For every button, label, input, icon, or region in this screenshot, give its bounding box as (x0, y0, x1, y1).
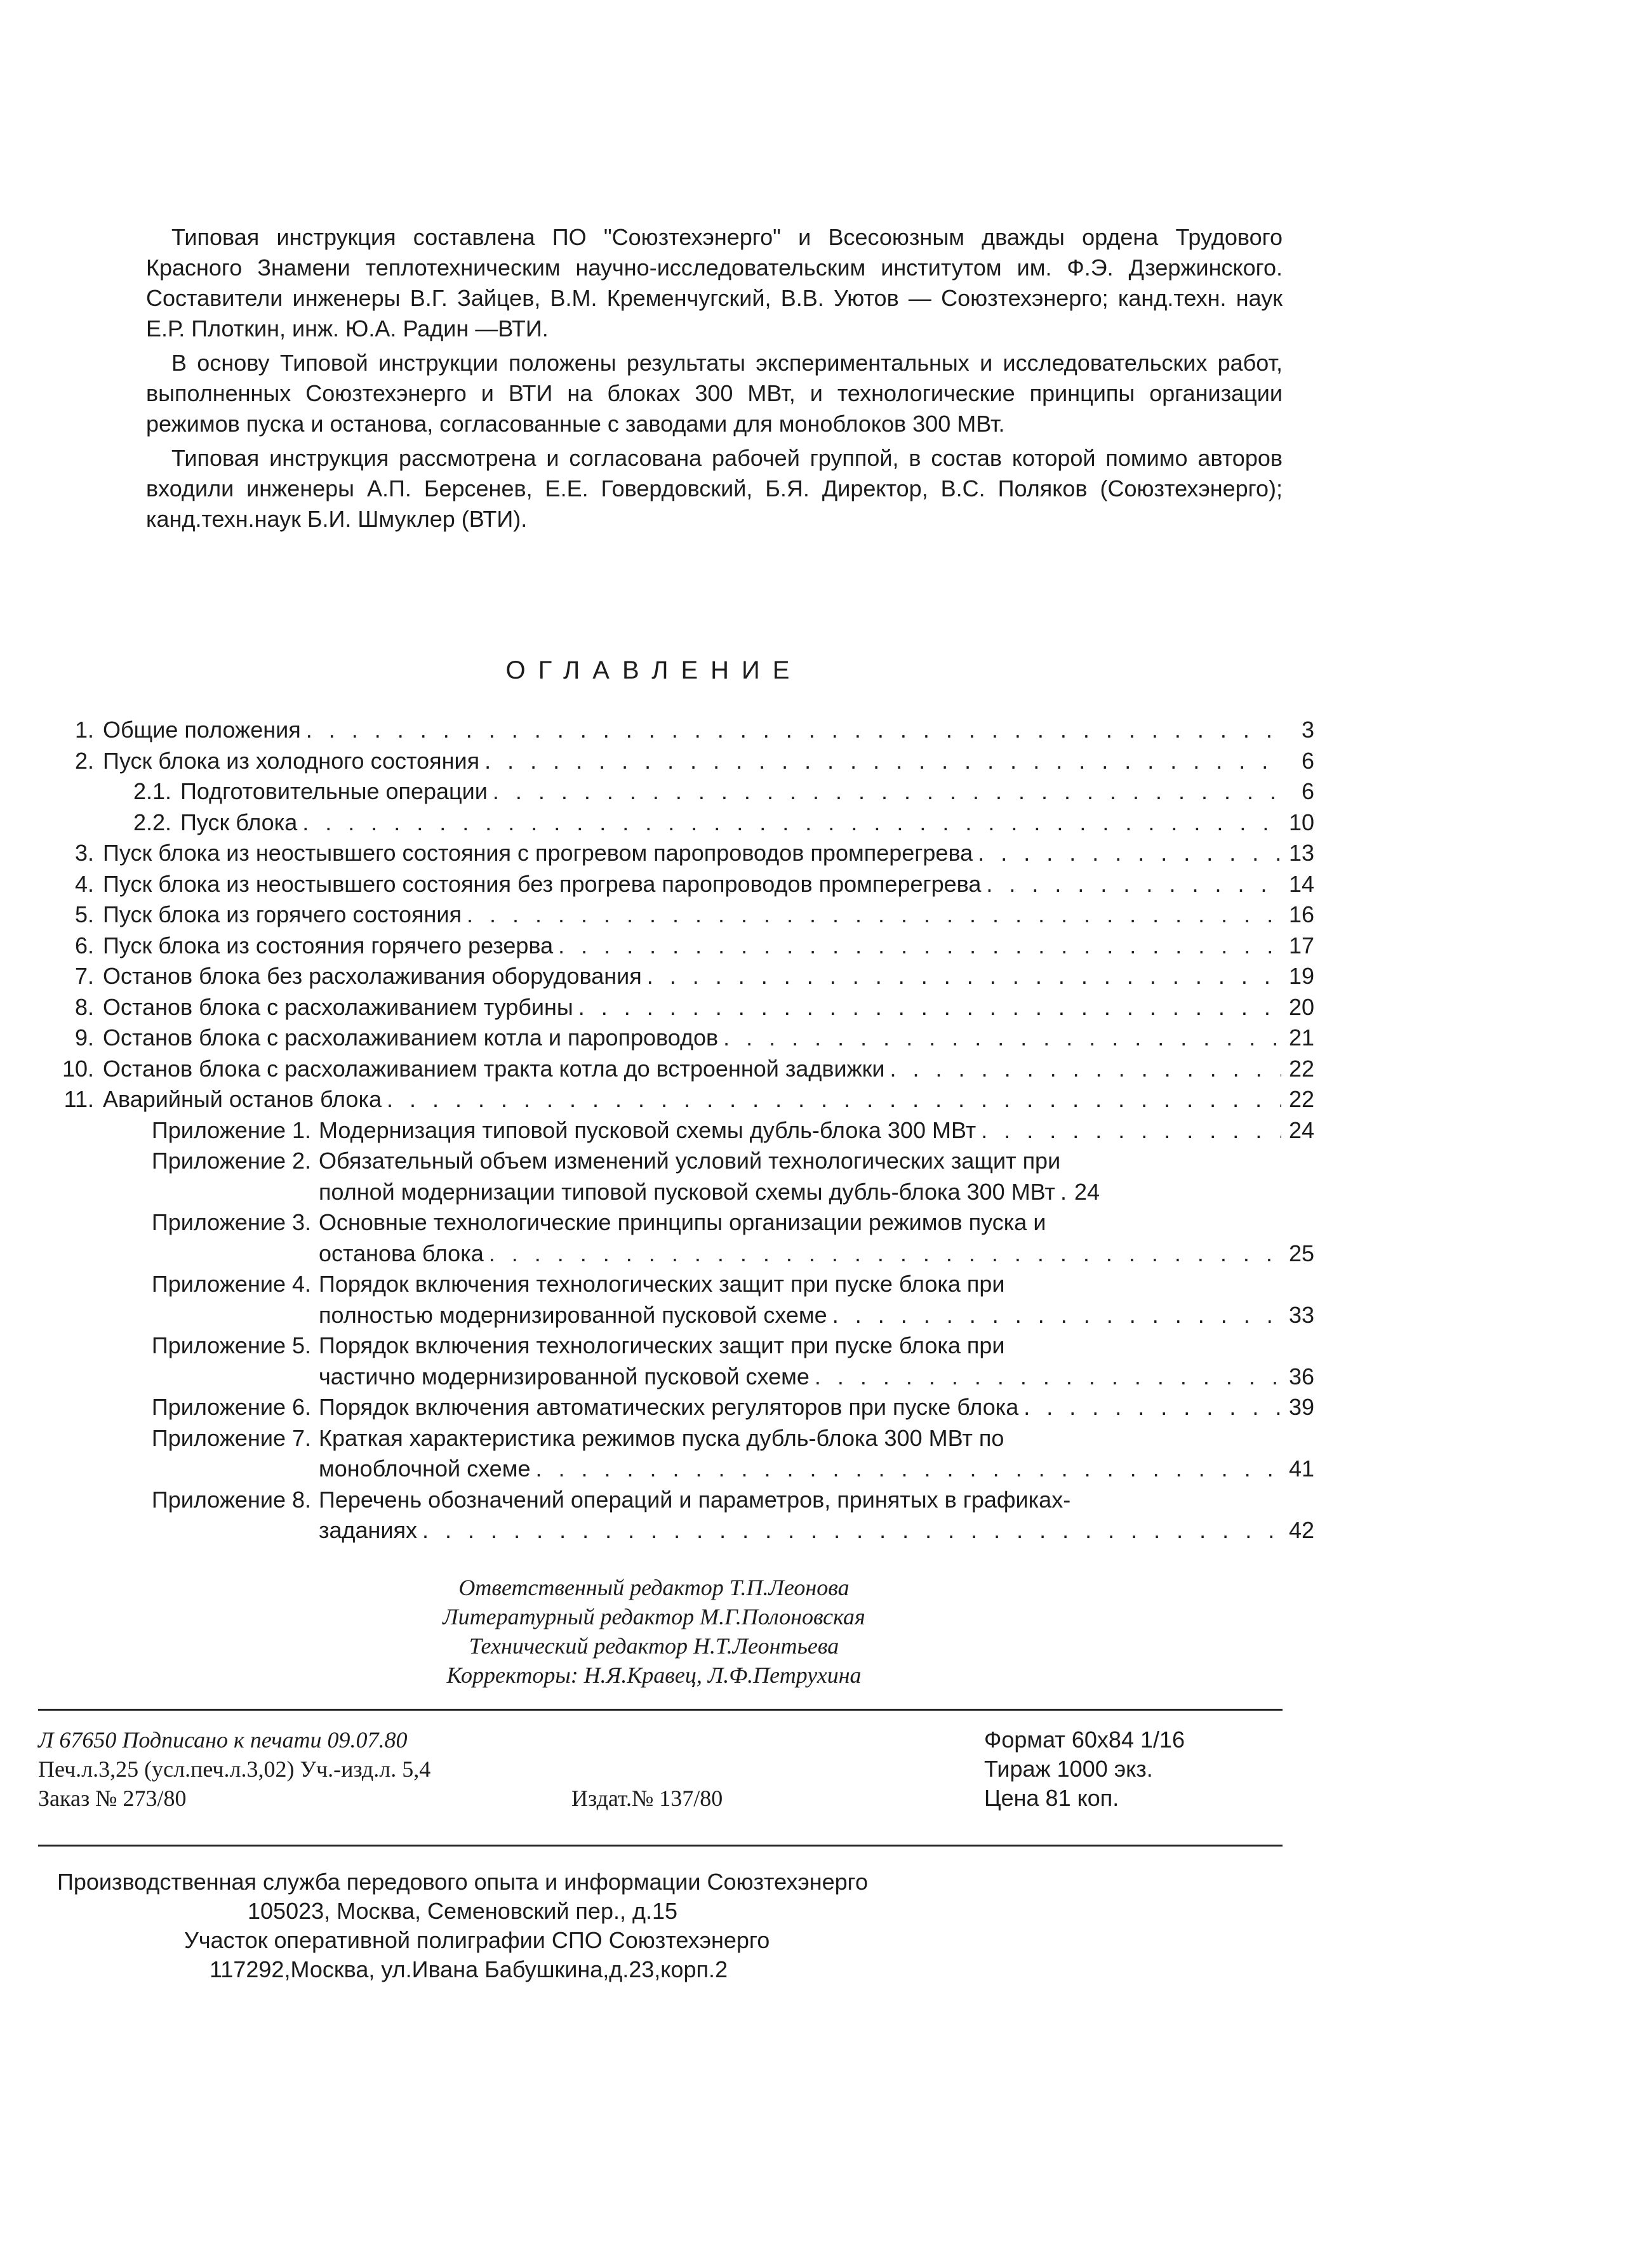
imprint-right (984, 1725, 1185, 1813)
toc-item[interactable] (38, 869, 1314, 900)
dot-leader (815, 1362, 1281, 1393)
appendix-title-continued: моноблочной схеме (319, 1456, 531, 1482)
toc-title: ОГЛАВЛЕНИЕ (505, 656, 803, 684)
dot-leader (890, 1054, 1281, 1085)
toc-item-number: 6. (74, 932, 94, 958)
dot-leader (302, 807, 1281, 839)
toc-item-title: Пуск блока из холодного состояния (103, 747, 480, 774)
appendix-item-continuation[interactable] (38, 1362, 1314, 1393)
appendix-title-continued: заданиях (319, 1517, 418, 1543)
toc-item-number: 5. (74, 901, 94, 927)
technical-editor: Технический редактор Н.Т.Леонтьева (469, 1633, 839, 1659)
appendix-title: Модернизация типовой пусковой схемы дубль-блока 300 МВт (319, 1117, 976, 1143)
appendix-page: 36 (1288, 1363, 1314, 1389)
toc-item-title: Останов блока без расхолаживания оборудования (103, 963, 642, 989)
dot-leader (723, 1023, 1281, 1054)
intro-paragraph-2: В основу Типовой инструкции положены результаты экспериментальных и исследовательских работ, выполненных Союзтехэнерго и ВТИ на блоках 300 МВт, и технологические принципы организации режимов пуска и останова, согласованные с заводами для моноблоков 300 МВт. (146, 350, 1283, 437)
toc-item-title: Останов блока с расхолаживанием тракта котла до встроенной задвижки (103, 1055, 885, 1082)
appendix-label: Приложение 4. (151, 1271, 311, 1297)
toc-item-page: 10 (1288, 809, 1314, 835)
footer-line-2: 105023, Москва, Семеновский пер., д.15 (248, 1898, 678, 1924)
intro-section (146, 222, 1283, 537)
editors-block (0, 1573, 1308, 1690)
toc-item-title: Пуск блока из неостывшего состояния без прогрева паропроводов промперегрева (103, 870, 982, 897)
appendix-page: 39 (1288, 1394, 1314, 1420)
toc-item-number: 7. (74, 963, 94, 989)
toc-item-number: 3. (74, 840, 94, 866)
dot-leader (306, 715, 1281, 746)
appendix-item-continuation[interactable] (38, 1300, 1314, 1331)
imprint-format: Формат 60х84 1/16 (984, 1727, 1185, 1753)
appendix-item[interactable] (38, 1423, 1314, 1454)
toc-item-number: 11. (63, 1086, 94, 1112)
dot-leader (535, 1454, 1281, 1485)
toc-item-number: 2.1. (133, 778, 171, 804)
toc-item-number: 2. (74, 747, 94, 774)
appendix-page: 33 (1288, 1301, 1314, 1328)
proofreaders: Корректоры: Н.Я.Кравец, Л.Ф.Петрухина (446, 1662, 862, 1688)
appendix-title-continued: полностью модернизированной пусковой схеме (319, 1301, 827, 1328)
dot-leader (978, 838, 1281, 869)
imprint-left (38, 1725, 863, 1813)
appendix-item[interactable] (38, 1392, 1314, 1423)
toc-item-number: 8. (74, 993, 94, 1020)
appendix-title: Основные технологические принципы организации режимов пуска и (319, 1209, 1046, 1235)
appendix-label: Приложение 8. (151, 1486, 311, 1513)
dot-leader (489, 1238, 1281, 1270)
appendix-label: Приложение 7. (151, 1424, 311, 1451)
toc-item-title: Пуск блока из неостывшего состояния с прогревом паропроводов промперегрева (103, 840, 973, 866)
toc-item[interactable] (38, 961, 1314, 992)
imprint-circulation: Тираж 1000 экз. (984, 1756, 1153, 1782)
appendix-page: 25 (1288, 1240, 1314, 1266)
imprint-order: Заказ № 273/80 (38, 1786, 187, 1811)
toc-item-title: Пуск блока (180, 809, 298, 835)
appendix-title: Порядок включения технологических защит при пуске блока при (319, 1332, 1005, 1358)
imprint-line-1: Л 67650 Подписано к печати 09.07.80 (38, 1727, 408, 1753)
intro-paragraph-1: Типовая инструкция составлена ПО "Союзтехэнерго" и Всесоюзным дважды ордена Трудового Красного Знамени теплотехническим научно-исследовательским институтом им. Ф.Э. Дзержинского. Составители инженеры В.Г. Зайцев, В.М. Кременчугский, В.В. Уютов — Союзтехэнерго; канд.техн. наук Е.Р. Плоткин, инж. Ю.А. Радин —ВТИ. (146, 224, 1283, 342)
appendix-item[interactable] (38, 1115, 1314, 1146)
toc-item-page: 20 (1288, 993, 1314, 1020)
appendix-item-continuation[interactable] (38, 1177, 1314, 1208)
toc-item-page: 13 (1288, 840, 1314, 866)
toc-item-page: 22 (1288, 1055, 1314, 1082)
appendix-page: 24 (1288, 1117, 1314, 1143)
responsible-editor: Ответственный редактор Т.П.Леонова (458, 1575, 850, 1600)
dot-leader (986, 869, 1281, 900)
toc-item[interactable] (38, 931, 1314, 962)
dot-leader (422, 1515, 1281, 1546)
toc-subitem[interactable] (38, 807, 1314, 839)
appendix-title-continued: частично модернизированной пусковой схеме (319, 1363, 810, 1389)
footer-line-4: 117292,Москва, ул.Ивана Бабушкина,д.23,корп.2 (210, 1956, 728, 1982)
toc-item-page: 3 (1301, 717, 1314, 743)
appendix-item-continuation[interactable] (38, 1454, 1314, 1485)
toc-item[interactable] (38, 746, 1314, 777)
appendix-title: Порядок включения технологических защит при пуске блока при (319, 1271, 1005, 1297)
dot-leader (467, 899, 1281, 931)
toc-item[interactable] (38, 1084, 1314, 1115)
toc-item-page: 22 (1288, 1086, 1314, 1112)
toc-item-title: Пуск блока из состояния горячего резерва (103, 932, 554, 958)
toc-item-title: Общие положения (103, 717, 301, 743)
toc-item-page: 19 (1288, 963, 1314, 989)
toc-item-title: Подготовительные операции (180, 778, 488, 804)
toc-item[interactable] (38, 992, 1314, 1023)
dot-leader (387, 1084, 1281, 1115)
toc-item[interactable] (38, 715, 1314, 746)
dot-leader (1023, 1392, 1281, 1423)
dot-leader (558, 931, 1281, 962)
table-of-contents (38, 715, 1314, 1546)
toc-item[interactable] (38, 899, 1314, 931)
toc-item-page: 21 (1288, 1025, 1314, 1051)
appendix-label: Приложение 1. (151, 1117, 311, 1143)
appendix-title-continued: полной модернизации типовой пусковой схемы дубль-блока 300 МВт (319, 1178, 1055, 1205)
appendix-title-continued: останова блока (319, 1240, 484, 1266)
footer-line-3: Участок оперативной полиграфии СПО Союзтехэнерго (184, 1927, 770, 1953)
dot-leader (578, 992, 1281, 1023)
toc-item-number: 2.2. (133, 809, 171, 835)
toc-item-number: 4. (74, 870, 94, 897)
toc-item-number: 9. (74, 1025, 94, 1051)
toc-item[interactable] (38, 838, 1314, 869)
toc-item[interactable] (38, 1023, 1314, 1054)
toc-item[interactable] (38, 1054, 1314, 1085)
appendix-item[interactable] (38, 1269, 1314, 1300)
appendix-title: Порядок включения автоматических регуляторов при пуске блока (319, 1394, 1019, 1420)
imprint-line-2: Печ.л.3,25 (усл.печ.л.3,02) Уч.-изд.л. 5,4 (38, 1756, 431, 1782)
appendix-item[interactable] (38, 1146, 1314, 1177)
imprint-price: Цена 81 коп. (984, 1785, 1119, 1811)
appendix-label: Приложение 3. (151, 1209, 311, 1235)
appendix-label: Приложение 5. (151, 1332, 311, 1358)
appendix-page: 24 (1074, 1178, 1100, 1205)
appendix-label: Приложение 6. (151, 1394, 311, 1420)
intro-paragraph-3: Типовая инструкция рассмотрена и согласована рабочей группой, в состав которой помимо авторов входили инженеры А.П. Берсенев, Е.Е. Говердовский, Б.Я. Директор, В.С. Поляков (Союзтехэнерго); канд.техн.наук Б.И. Шмуклер (ВТИ). (146, 445, 1283, 532)
toc-item-title: Останов блока с расхолаживанием котла и паропроводов (103, 1025, 719, 1051)
appendix-item-continuation[interactable] (38, 1515, 1314, 1546)
dot-leader (832, 1300, 1281, 1331)
dot-leader (647, 961, 1281, 992)
toc-item-title: Аварийный останов блока (103, 1086, 382, 1112)
divider-bottom (38, 1845, 1283, 1847)
appendix-page: 41 (1288, 1456, 1314, 1482)
toc-item-title: Пуск блока из горячего состояния (103, 901, 462, 927)
toc-item-title: Останов блока с расхолаживанием турбины (103, 993, 573, 1020)
toc-item-page: 6 (1301, 747, 1314, 774)
appendix-item[interactable] (38, 1330, 1314, 1362)
appendix-title: Перечень обозначений операций и параметров, принятых в графиках- (319, 1486, 1071, 1513)
publisher-footer (57, 1867, 868, 1984)
appendix-item-continuation[interactable] (38, 1238, 1314, 1270)
appendix-title: Краткая характеристика режимов пуска дубль-блока 300 МВт по (319, 1424, 1004, 1451)
divider-top (38, 1709, 1283, 1711)
appendix-item[interactable] (38, 1485, 1314, 1516)
toc-subitem[interactable] (38, 776, 1314, 807)
dot-leader (484, 746, 1281, 777)
toc-item-page: 14 (1288, 870, 1314, 897)
imprint-publisher-no: Издат.№ 137/80 (571, 1786, 723, 1811)
dot-leader (493, 776, 1281, 807)
dot-leader (981, 1115, 1281, 1146)
appendix-page: 42 (1288, 1517, 1314, 1543)
toc-item-number: 10. (62, 1055, 94, 1082)
toc-item-page: 16 (1288, 901, 1314, 927)
toc-item-page: 6 (1301, 778, 1314, 804)
appendix-title: Обязательный объем изменений условий технологических защит при (319, 1148, 1061, 1174)
appendix-label: Приложение 2. (151, 1148, 311, 1174)
toc-item-number: 1. (74, 717, 94, 743)
literary-editor: Литературный редактор М.Г.Полоновская (443, 1604, 865, 1629)
dot-leader (1060, 1177, 1067, 1208)
appendix-item[interactable] (38, 1207, 1314, 1238)
footer-line-1: Производственная служба передового опыта и информации Союзтехэнерго (57, 1869, 868, 1895)
toc-item-page: 17 (1288, 932, 1314, 958)
